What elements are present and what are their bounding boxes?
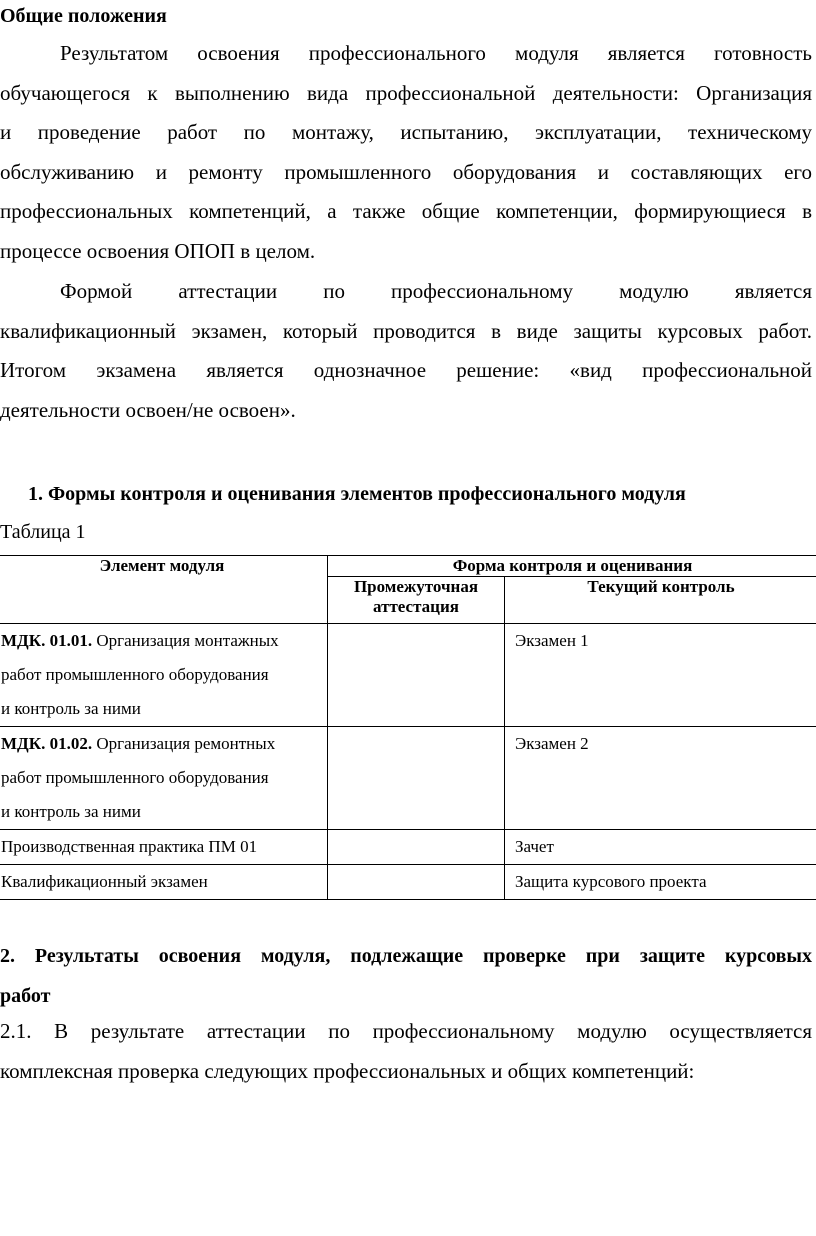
interim-cell <box>328 830 505 865</box>
header-interim: Промежуточная аттестация <box>328 577 505 624</box>
paragraph-line: комплексная проверка следующих профессиональных и общих компетенций: <box>0 1058 695 1083</box>
paragraph-line: обслуживанию и ремонту промышленного оборудования и составляющих его <box>0 159 812 184</box>
current-cell: Защита курсового проекта <box>505 865 816 900</box>
paragraph-line: 2.1. В результате аттестации по профессиональному модулю осуществляется <box>0 1019 812 1043</box>
element-cell: Производственная практика ПМ 01 <box>0 830 328 865</box>
element-cell: МДК. 01.01. Организация монтажных работ промышленного оборудования и контроль за ними <box>0 624 328 727</box>
paragraph-results <box>0 34 812 271</box>
current-cell: Экзамен 2 <box>505 727 816 830</box>
interim-cell <box>328 624 505 727</box>
paragraph-line: квалификационный экзамен, который проводится в виде защиты курсовых работ. <box>0 318 812 343</box>
paragraph-line: деятельности освоен/не освоен». <box>0 397 296 422</box>
paragraph-line: и проведение работ по монтажу, испытанию, эксплуатации, техническому <box>0 120 812 144</box>
interim-cell <box>328 865 505 900</box>
table-row <box>0 830 816 865</box>
paragraph-line: Итогом экзамена является однозначное решение: «вид профессиональной <box>0 358 812 382</box>
element-cell: Квалификационный экзамен <box>0 865 328 900</box>
paragraph-line: Формой аттестации по профессиональному модулю является <box>60 279 812 303</box>
table-row <box>0 624 816 727</box>
paragraph-line: обучающегося к выполнению вида профессиональной деятельности: Организация <box>0 80 812 105</box>
current-cell: Зачет <box>505 830 816 865</box>
section-title: Общие положения <box>0 5 167 27</box>
header-current: Текущий контроль <box>505 577 816 624</box>
interim-cell <box>328 727 505 830</box>
heading-forms-of-control: 1. Формы контроля и оценивания элементов профессионального модуля <box>28 483 686 505</box>
table-header-row <box>0 556 816 577</box>
current-cell: Экзамен 1 <box>505 624 816 727</box>
header-form: Форма контроля и оценивания <box>328 556 816 577</box>
paragraph-line: профессиональных компетенций, а также общие компетенции, формирующиеся в <box>0 199 812 223</box>
element-cell: МДК. 01.02. Организация ремонтных работ промышленного оборудования и контроль за ними <box>0 727 328 830</box>
paragraph-competencies <box>0 1012 812 1091</box>
heading-module-results: 2. Результаты освоения модуля, подлежащие проверке при защите курсовых работ <box>0 945 812 1007</box>
module-code: МДК. 01.02. <box>1 734 93 753</box>
header-element: Элемент модуля <box>0 556 328 624</box>
table-row <box>0 865 816 900</box>
paragraph-attestation <box>0 272 812 430</box>
table-caption: Таблица 1 <box>0 521 86 543</box>
module-code: МДК. 01.01. <box>1 631 93 650</box>
table-row <box>0 727 816 830</box>
paragraph-line: Результатом освоения профессионального модуля является готовность <box>60 41 812 65</box>
control-forms-table <box>0 555 816 900</box>
paragraph-line: процессе освоения ОПОП в целом. <box>0 238 316 263</box>
